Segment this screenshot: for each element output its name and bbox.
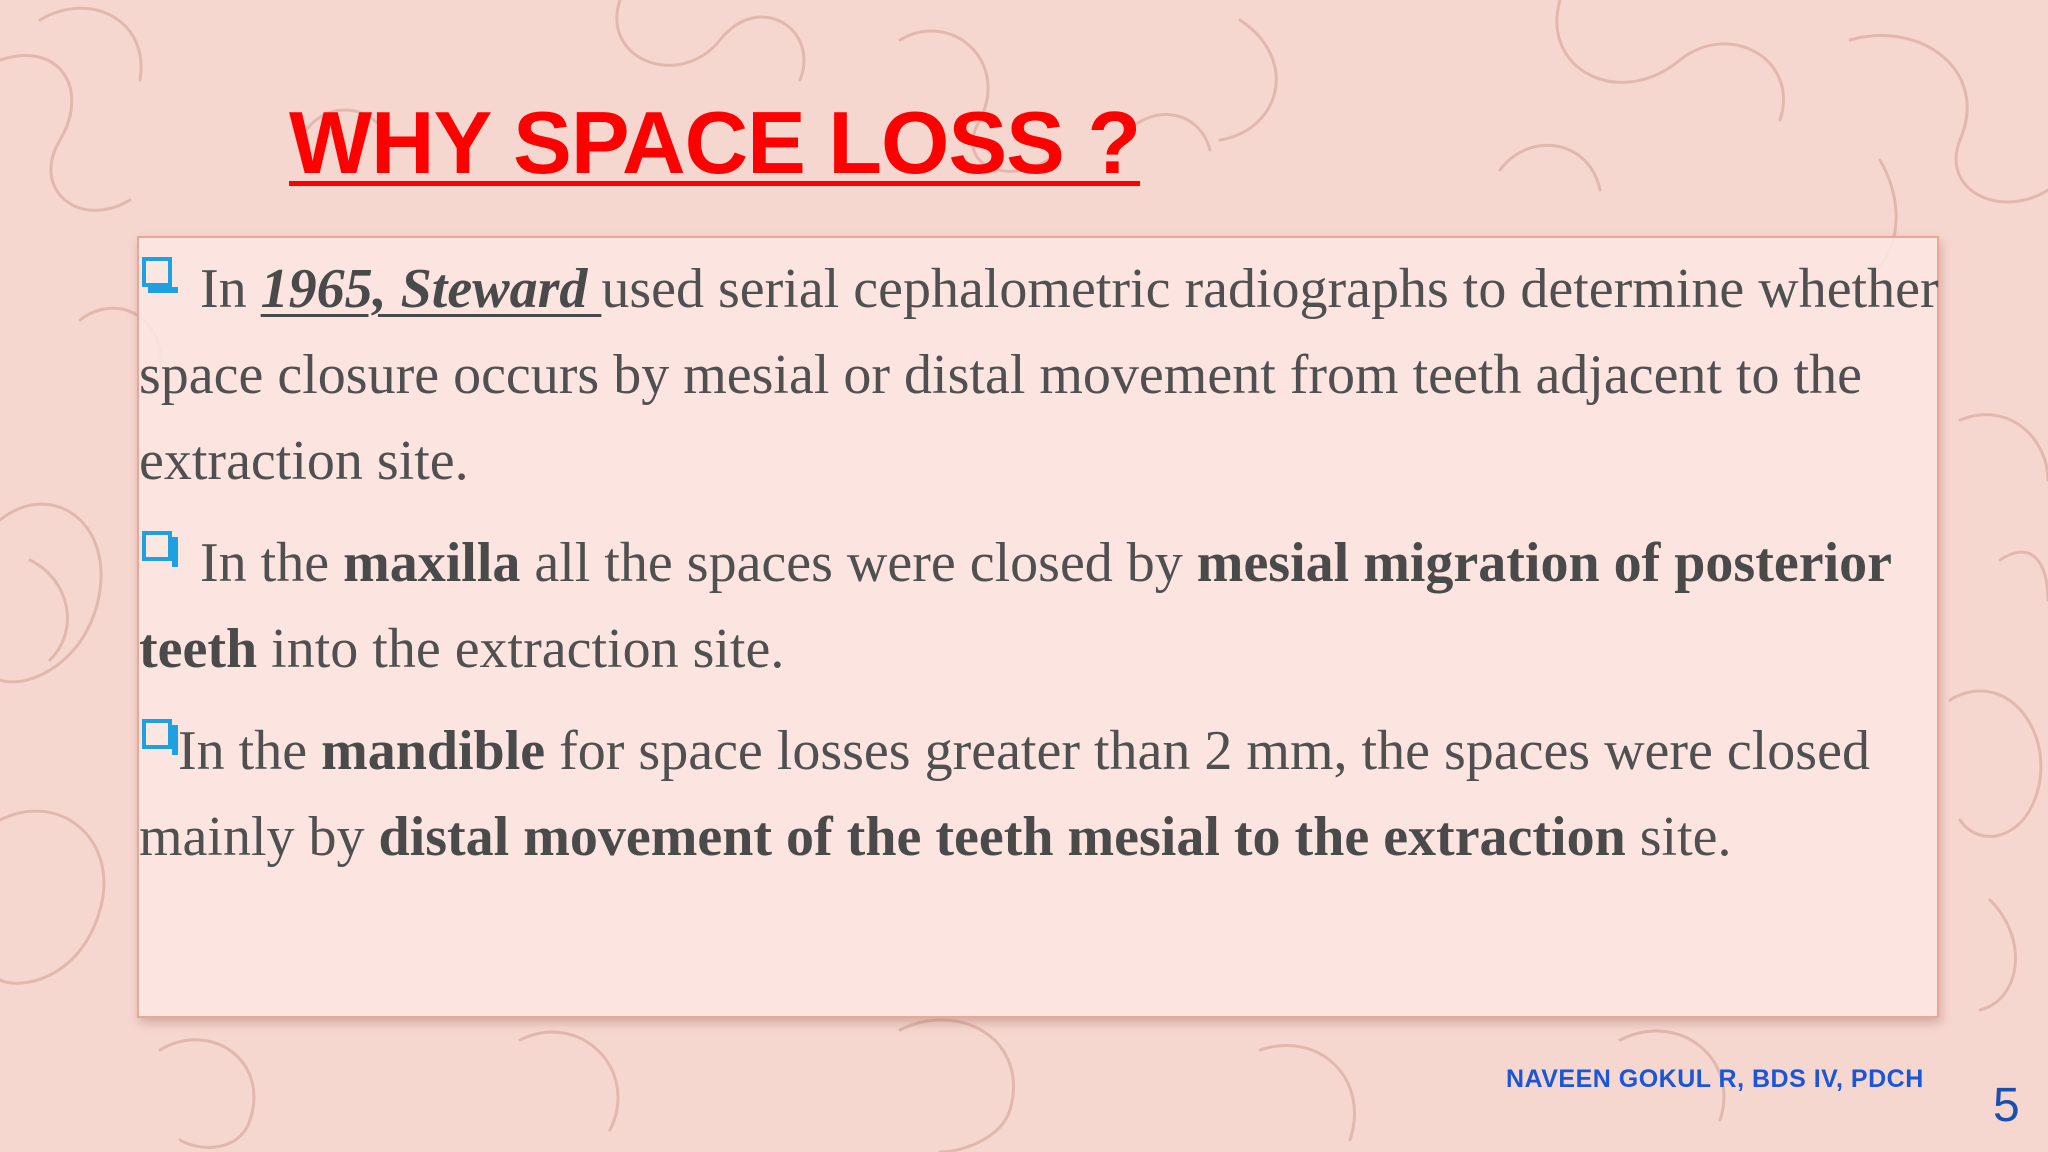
checkbox-bullet-icon — [142, 531, 178, 567]
bullet-list — [139, 246, 1939, 896]
checkbox-bullet-icon — [142, 719, 178, 755]
footer-author: NAVEEN GOKUL R, BDS IV, PDCH — [1506, 1065, 1924, 1093]
bullet-item-steward — [139, 246, 1939, 504]
bullet-item-maxilla — [139, 520, 1939, 692]
slide-title: WHY SPACE LOSS ? — [289, 93, 1141, 192]
bullet-item-mandible — [139, 708, 1939, 880]
slide-number: 5 — [1993, 1079, 2020, 1132]
bullet-text: In the maxilla all the spaces were closed by mesial migration of posterior teeth into the extraction site. — [139, 532, 1891, 680]
bullet-text: In the mandible for space losses greater than 2 mm, the spaces were closed mainly by distal movement of the teeth mesial to the extraction site. — [139, 720, 1870, 868]
emphasis: mesial migration of posterior teeth — [139, 532, 1891, 680]
citation: 1965, Steward — [260, 258, 602, 320]
emphasis: mandible — [321, 720, 546, 782]
bullet-text: In 1965, Steward used serial cephalometric radiographs to determine whether space closure occurs by mesial or distal movement from teeth adjacent to the extraction site. — [139, 258, 1939, 492]
emphasis: maxilla — [343, 532, 521, 594]
content-box — [137, 236, 1939, 1018]
emphasis: distal movement of the teeth mesial to the extraction — [378, 806, 1626, 868]
checkbox-bullet-icon — [142, 257, 178, 293]
